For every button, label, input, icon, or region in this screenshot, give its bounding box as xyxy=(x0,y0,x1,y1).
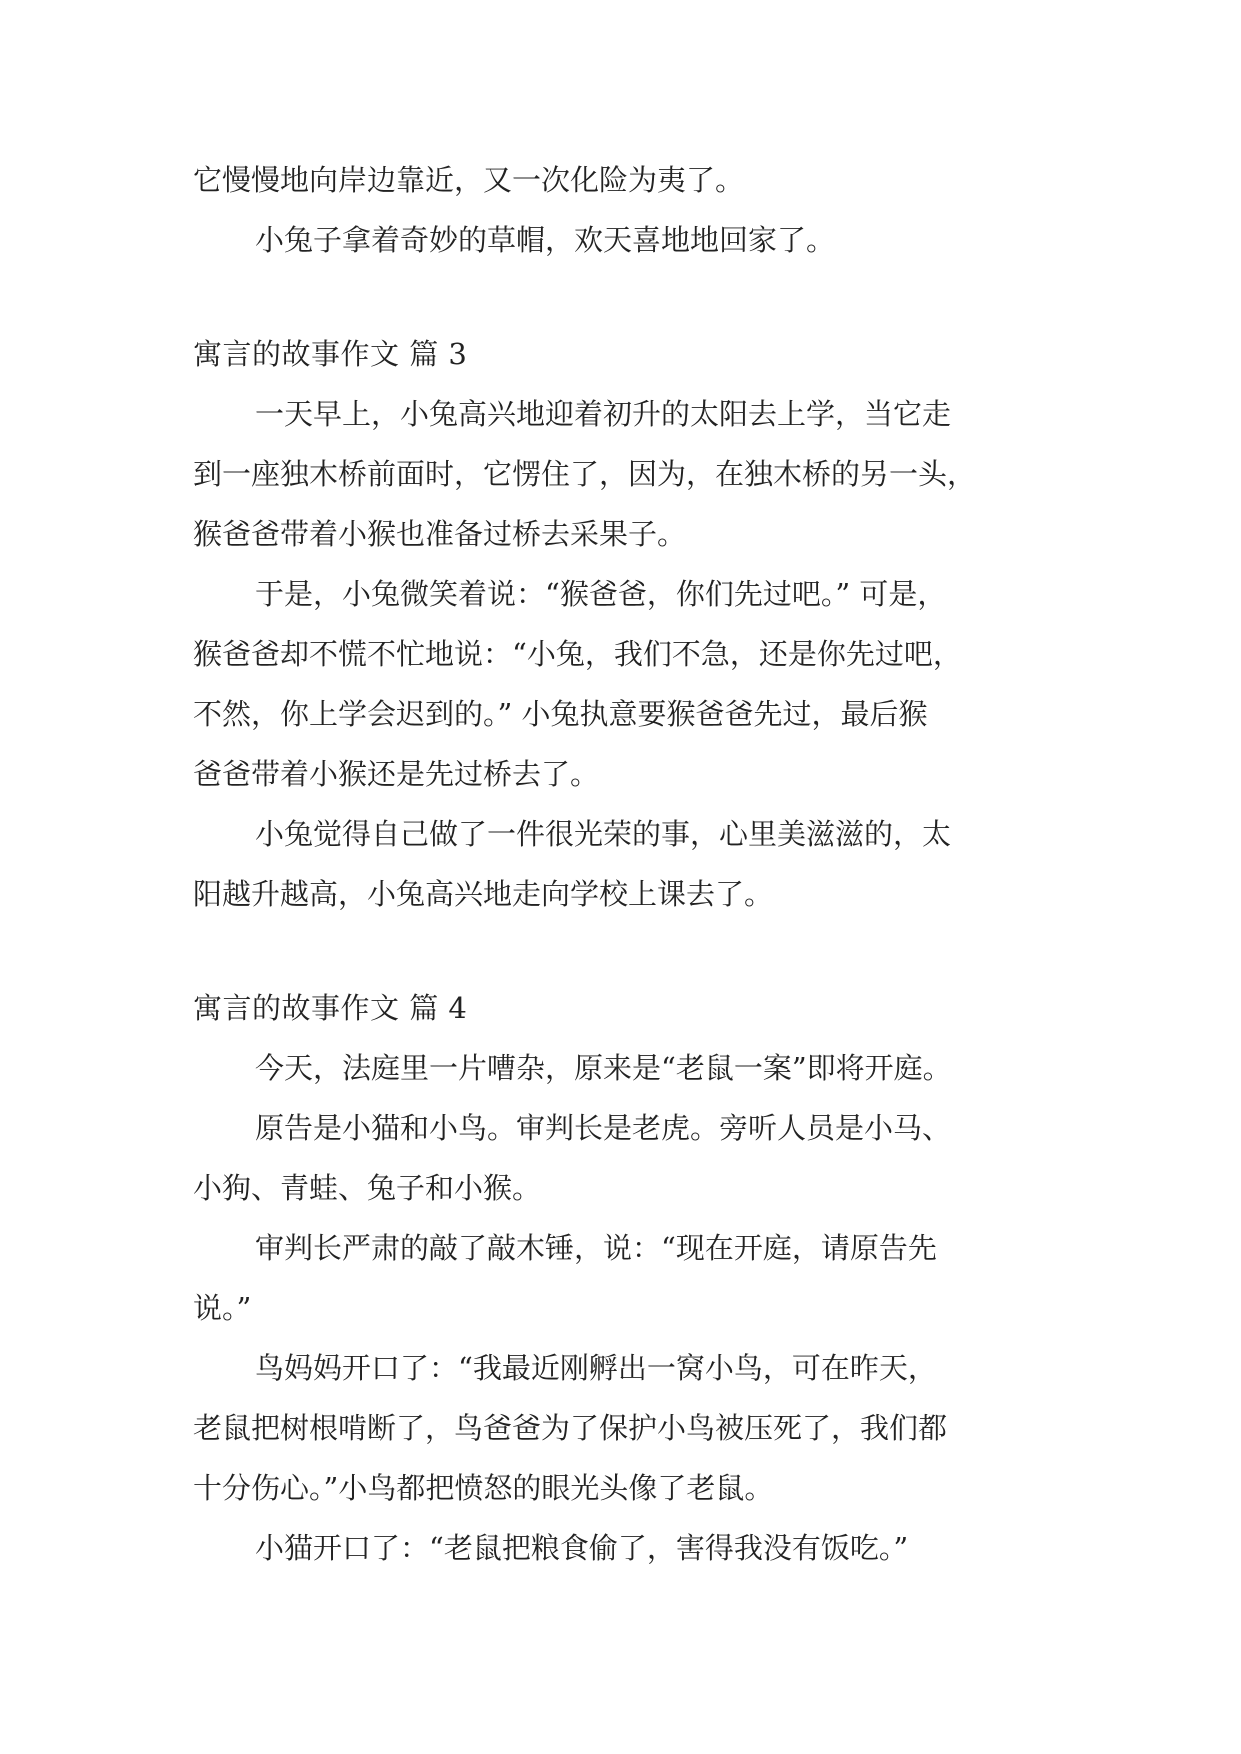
section-heading: 寓言的故事作文 篇 3 xyxy=(193,337,468,371)
paragraph-line: 十分伤心。”小鸟都把愤怒的眼光头像了老鼠。 xyxy=(193,1471,774,1505)
paragraph-line: 猴爸爸却不慌不忙地说：“小兔，我们不急，还是你先过吧， xyxy=(193,637,962,671)
paragraph-line: 鸟妈妈开口了：“我最近刚孵出一窝小鸟，可在昨天， xyxy=(255,1351,937,1385)
paragraph-line: 审判长严肃的敲了敲木锤，说：“现在开庭，请原告先 xyxy=(255,1231,937,1265)
paragraph-line: 说。” xyxy=(193,1291,252,1325)
paragraph-line: 猴爸爸带着小猴也准备过桥去采果子。 xyxy=(193,517,687,551)
document-body xyxy=(193,150,1053,1578)
paragraph-line: 于是，小兔微笑着说：“猴爸爸，你们先过吧。” 可是， xyxy=(255,577,947,611)
paragraph-line: 小狗、青蛙、兔子和小猴。 xyxy=(193,1171,542,1205)
paragraph-line: 原告是小猫和小鸟。审判长是老虎。旁听人员是小马、 xyxy=(255,1111,952,1145)
paragraph-line: 老鼠把树根啃断了，鸟爸爸为了保护小鸟被压死了，我们都 xyxy=(193,1411,948,1445)
section-spacer xyxy=(193,270,1053,324)
section-spacer xyxy=(193,924,1053,978)
paragraph-line: 今天，法庭里一片嘈杂，原来是“老鼠一案”即将开庭。 xyxy=(255,1051,952,1085)
paragraph-line: 一天早上，小兔高兴地迎着初升的太阳去上学，当它走 xyxy=(255,397,952,431)
paragraph-line: 不然，你上学会迟到的。” 小兔执意要猴爸爸先过，最后猴 xyxy=(193,697,928,731)
paragraph-line: 阳越升越高，小兔高兴地走向学校上课去了。 xyxy=(193,877,774,911)
paragraph-line: 爸爸带着小猴还是先过桥去了。 xyxy=(193,757,600,791)
paragraph-line: 它慢慢地向岸边靠近，又一次化险为夷了。 xyxy=(193,163,745,197)
paragraph-line: 小兔觉得自己做了一件很光荣的事，心里美滋滋的，太 xyxy=(255,817,952,851)
section-heading: 寓言的故事作文 篇 4 xyxy=(193,991,468,1025)
paragraph-line: 小猫开口了：“老鼠把粮食偷了，害得我没有饭吃。” xyxy=(255,1531,909,1565)
paragraph-line: 小兔子拿着奇妙的草帽，欢天喜地地回家了。 xyxy=(255,223,836,257)
paragraph-line: 到一座独木桥前面时，它愣住了，因为，在独木桥的另一头， xyxy=(193,457,977,491)
